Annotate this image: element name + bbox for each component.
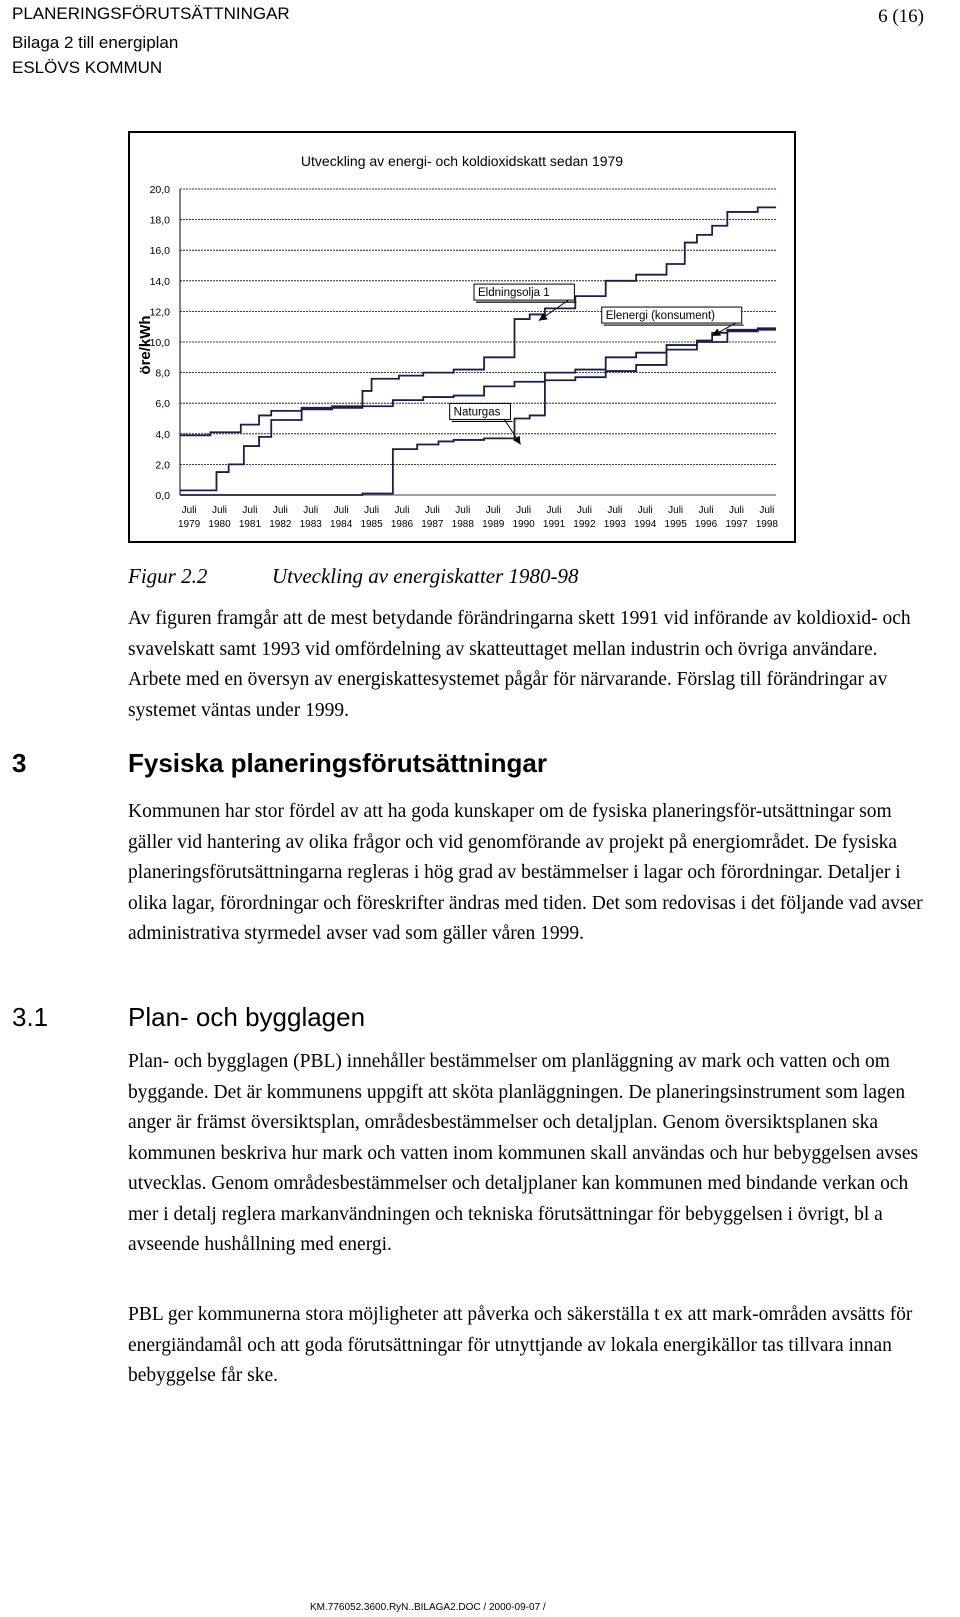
y-tick-label: 14,0: [149, 275, 170, 288]
x-tick-label: Juli: [607, 505, 623, 516]
x-tick-label: 1981: [238, 519, 262, 530]
paragraph-pbl-1: Plan- och bygglagen (PBL) innehåller bestämmelser om planläggning av mark och vatten och om byggande. Det är kommunens uppgift att sköta planläggningen. De planeringsinstrument som lagen anger är främst översiktsplan, områdesbestämmelser och detaljplan. Genom översiktsplanen ska kommunen beskriva hur mark och vatten inom kommunen skall användas och hur bebyggelsen avses utvecklas. Genom områdesbestämmelser och detaljplaner kan kommunen med bindande verkan och mer i detalj reglera markanvändningen och tekniska förutsättningar för bebyggelsen i övrigt, bl a avseende hushållning med energi.: [128, 1051, 919, 1255]
x-tick-label: 1982: [269, 519, 292, 530]
header-subtitle: Bilaga 2 till energiplan: [12, 33, 179, 52]
x-tick-label: 1990: [512, 519, 535, 530]
x-tick-label: Juli: [576, 505, 592, 516]
paragraph-energy-taxes: Av figuren framgår att de mest betydande förändringarna skett 1991 vid införande av koldioxid- och svavelskatt samt 1993 vid omfördelning av skatteuttaget mellan industrin och övriga användare. Arbete med en översyn av energiskattesystemet pågår för närvarande. Förslag till förändringar av systemet väntas under 1999.: [128, 608, 911, 721]
y-tick-label: 18,0: [149, 214, 170, 227]
y-tick-label: 12,0: [149, 306, 170, 319]
y-tick-label: 16,0: [149, 245, 170, 258]
header-title: PLANERINGSFÖRUTSÄTTNINGAR: [12, 4, 290, 23]
figure-label: Figur 2.2: [128, 564, 208, 588]
x-tick-label: 1994: [634, 519, 657, 530]
x-tick-label: 1985: [360, 519, 383, 530]
x-tick-label: 1983: [299, 519, 322, 530]
x-tick-label: Juli: [303, 505, 319, 516]
annotation-label: Eldningsolja 1: [478, 287, 550, 300]
x-tick-label: Juli: [242, 505, 258, 516]
x-tick-label: Juli: [516, 505, 532, 516]
x-tick-label: 1991: [542, 519, 566, 530]
section-number: 3: [12, 748, 27, 778]
section-heading-3: [12, 748, 547, 779]
y-tick-label: 4,0: [155, 428, 170, 441]
section-heading-3-1: [12, 1002, 365, 1033]
y-tick-label: 6,0: [155, 398, 170, 411]
x-tick-label: 1980: [208, 519, 231, 530]
section-number: 3.1: [12, 1002, 49, 1032]
x-tick-label: Juli: [272, 505, 288, 516]
x-tick-label: 1996: [694, 519, 718, 530]
x-tick-label: Juli: [546, 505, 562, 516]
y-tick-label: 10,0: [149, 337, 170, 349]
x-tick-label: Juli: [668, 505, 684, 516]
page-number: 6 (16): [878, 6, 924, 27]
x-tick-label: 1998: [755, 519, 779, 530]
x-tick-label: 1993: [603, 519, 626, 530]
x-tick-label: 1986: [390, 519, 414, 530]
x-tick-label: Juli: [364, 505, 380, 516]
header-organization: ESLÖVS KOMMUN: [12, 58, 163, 77]
section-title: Plan- och bygglagen: [128, 1002, 366, 1032]
x-tick-label: 1992: [573, 519, 596, 530]
annotation-label: Elenergi (konsument): [605, 310, 716, 323]
x-tick-label: Juli: [212, 505, 228, 516]
x-tick-label: 1995: [664, 519, 687, 530]
y-tick-label: 8,0: [155, 367, 170, 380]
x-tick-label: Juli: [181, 505, 197, 516]
x-tick-label: 1997: [725, 519, 748, 530]
x-tick-label: 1988: [451, 519, 474, 530]
x-tick-label: 1979: [177, 519, 201, 530]
annotation-label: Naturgas: [453, 406, 501, 419]
y-tick-label: 2,0: [155, 459, 170, 472]
chart-title: Utveckling av energi- och koldioxidskatt sedan 1979: [300, 153, 624, 169]
y-tick-label: 0,0: [155, 490, 170, 502]
y-axis-label: öre/kWh: [137, 315, 154, 375]
tax-chart: [130, 133, 794, 541]
paragraph-physical-planning: Kommunen har stor fördel av att ha goda kunskaper om de fysiska planeringsför-utsättningar som gäller vid hantering av olika frågor och vid genomförande av projekt på energiområdet. De fysiska planeringsförutsättningarna regleras i hög grad av bestämmelser i lagar och förordningar. Detaljer i olika lagar, förordningar och föreskrifter ändras med tiden. Det som redovisas i det följande vad avser administrativa styrmedel avser vad som gäller våren 1999.: [128, 801, 923, 944]
x-tick-label: Juli: [728, 505, 744, 516]
footer-doc-reference: KM.776052.3600.RyN..BILAGA2.DOC / 2000-09-07 /: [310, 1602, 546, 1613]
x-tick-label: 1984: [330, 519, 353, 530]
figure-caption: Utveckling av energiskatter 1980-98: [272, 564, 579, 588]
chart-frame: [128, 131, 796, 543]
x-tick-label: Juli: [759, 505, 775, 516]
section-title: Fysiska planeringsförutsättningar: [128, 748, 547, 778]
x-tick-label: Juli: [637, 505, 653, 516]
x-tick-label: Juli: [485, 505, 501, 516]
x-tick-label: Juli: [333, 505, 349, 516]
paragraph-pbl-2: PBL ger kommunerna stora möjligheter att påverka och säkerställa t ex att mark-områden avsätts för energiändamål och att goda förutsättningar för utnyttjande av lokala energikällor tas tillvara innan bebyggelse får ske.: [128, 1304, 913, 1386]
x-tick-label: 1989: [482, 519, 505, 530]
x-tick-label: Juli: [424, 505, 440, 516]
x-tick-label: Juli: [698, 505, 714, 516]
x-tick-label: Juli: [455, 505, 471, 516]
y-tick-label: 20,0: [149, 184, 170, 196]
x-tick-label: Juli: [394, 505, 410, 516]
x-tick-label: 1987: [421, 519, 444, 530]
